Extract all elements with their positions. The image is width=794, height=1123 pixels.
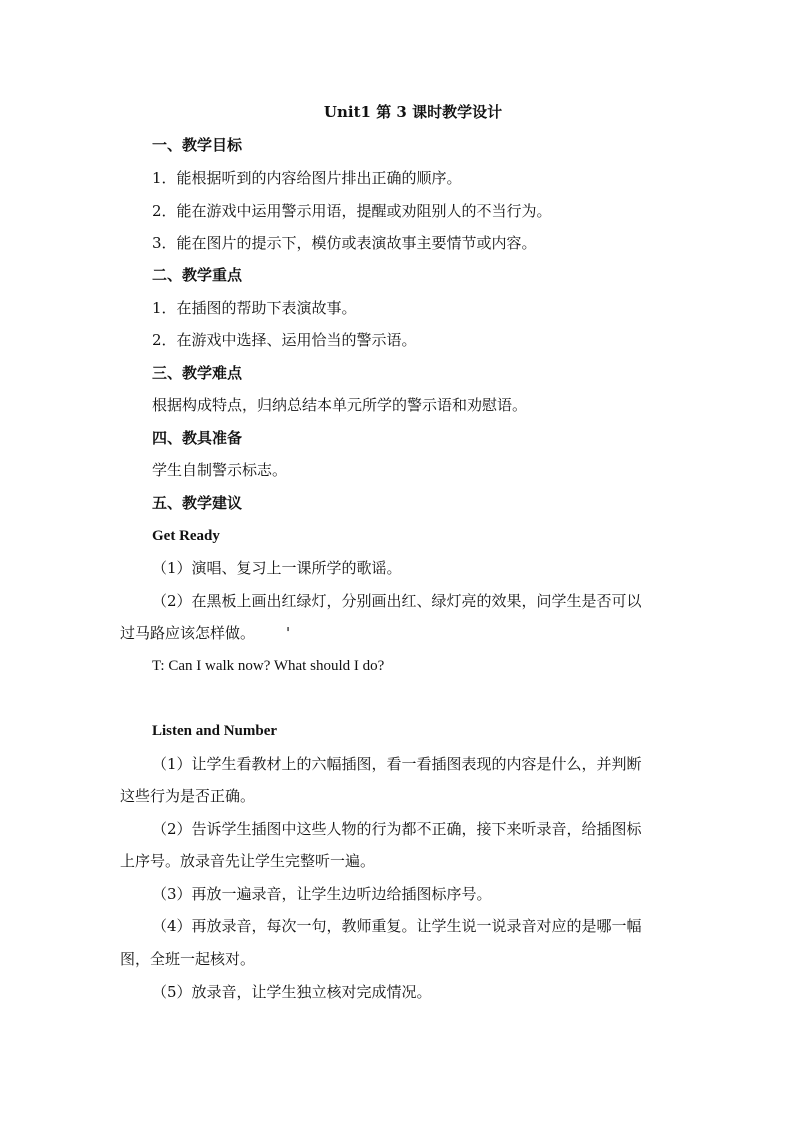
get-ready-item-2-line-1: （2）在黑板上画出红绿灯，分别画出红、绿灯亮的效果，问学生是否可以	[152, 592, 642, 610]
listen-item-1-line-2: 这些行为是否正确。	[120, 787, 256, 805]
listen-item-1-line-1: （1）让学生看教材上的六幅插图，看一看插图表现的内容是什么，并判断	[152, 755, 642, 773]
objective-item-3: 3．能在图片的提示下，模仿或表演故事主要情节或内容。	[152, 234, 537, 252]
get-ready-heading: Get Ready	[152, 528, 220, 544]
objective-item-2: 2．能在游戏中运用警示用语，提醒或劝阻别人的不当行为。	[152, 202, 552, 220]
document-title: Unit1 第 3 课时教学设计	[323, 103, 503, 121]
objective-item-1: 1．能根据听到的内容给图片排出正确的顺序。	[152, 169, 462, 187]
section-heading-suggestions: 五、教学建议	[152, 494, 243, 512]
get-ready-dialogue: T: Can I walk now? What should I do?	[152, 658, 385, 674]
listen-item-3: （3）再放一遍录音，让学生边听边给插图标序号。	[152, 885, 492, 903]
materials-text: 学生自制警示标志。	[152, 461, 288, 479]
key-point-item-1: 1．在插图的帮助下表演故事。	[152, 299, 357, 317]
get-ready-item-2-line-2: 过马路应该怎样做。	[120, 624, 256, 642]
listen-item-2-line-1: （2）告诉学生插图中这些人物的行为都不正确，接下来听录音，给插图标	[152, 820, 642, 838]
listen-number-heading: Listen and Number	[152, 723, 278, 739]
key-point-item-2: 2．在游戏中选择、运用恰当的警示语。	[152, 331, 417, 349]
section-heading-key-points: 二、教学重点	[152, 266, 243, 284]
stray-mark: '	[286, 624, 291, 642]
section-heading-objectives: 一、教学目标	[152, 136, 243, 154]
section-heading-difficulties: 三、教学难点	[152, 364, 243, 382]
listen-item-5: （5）放录音，让学生独立核对完成情况。	[152, 983, 432, 1001]
section-heading-materials: 四、教具准备	[152, 429, 243, 447]
listen-item-4-line-1: （4）再放录音，每次一句，教师重复。让学生说一说录音对应的是哪一幅	[152, 917, 642, 935]
listen-item-4-line-2: 图，全班一起核对。	[120, 950, 256, 968]
listen-item-2-line-2: 上序号。放录音先让学生完整听一遍。	[120, 852, 376, 870]
get-ready-item-1: （1）演唱、复习上一课所学的歌谣。	[152, 559, 402, 577]
difficulties-text: 根据构成特点，归纳总结本单元所学的警示语和劝慰语。	[152, 396, 528, 414]
